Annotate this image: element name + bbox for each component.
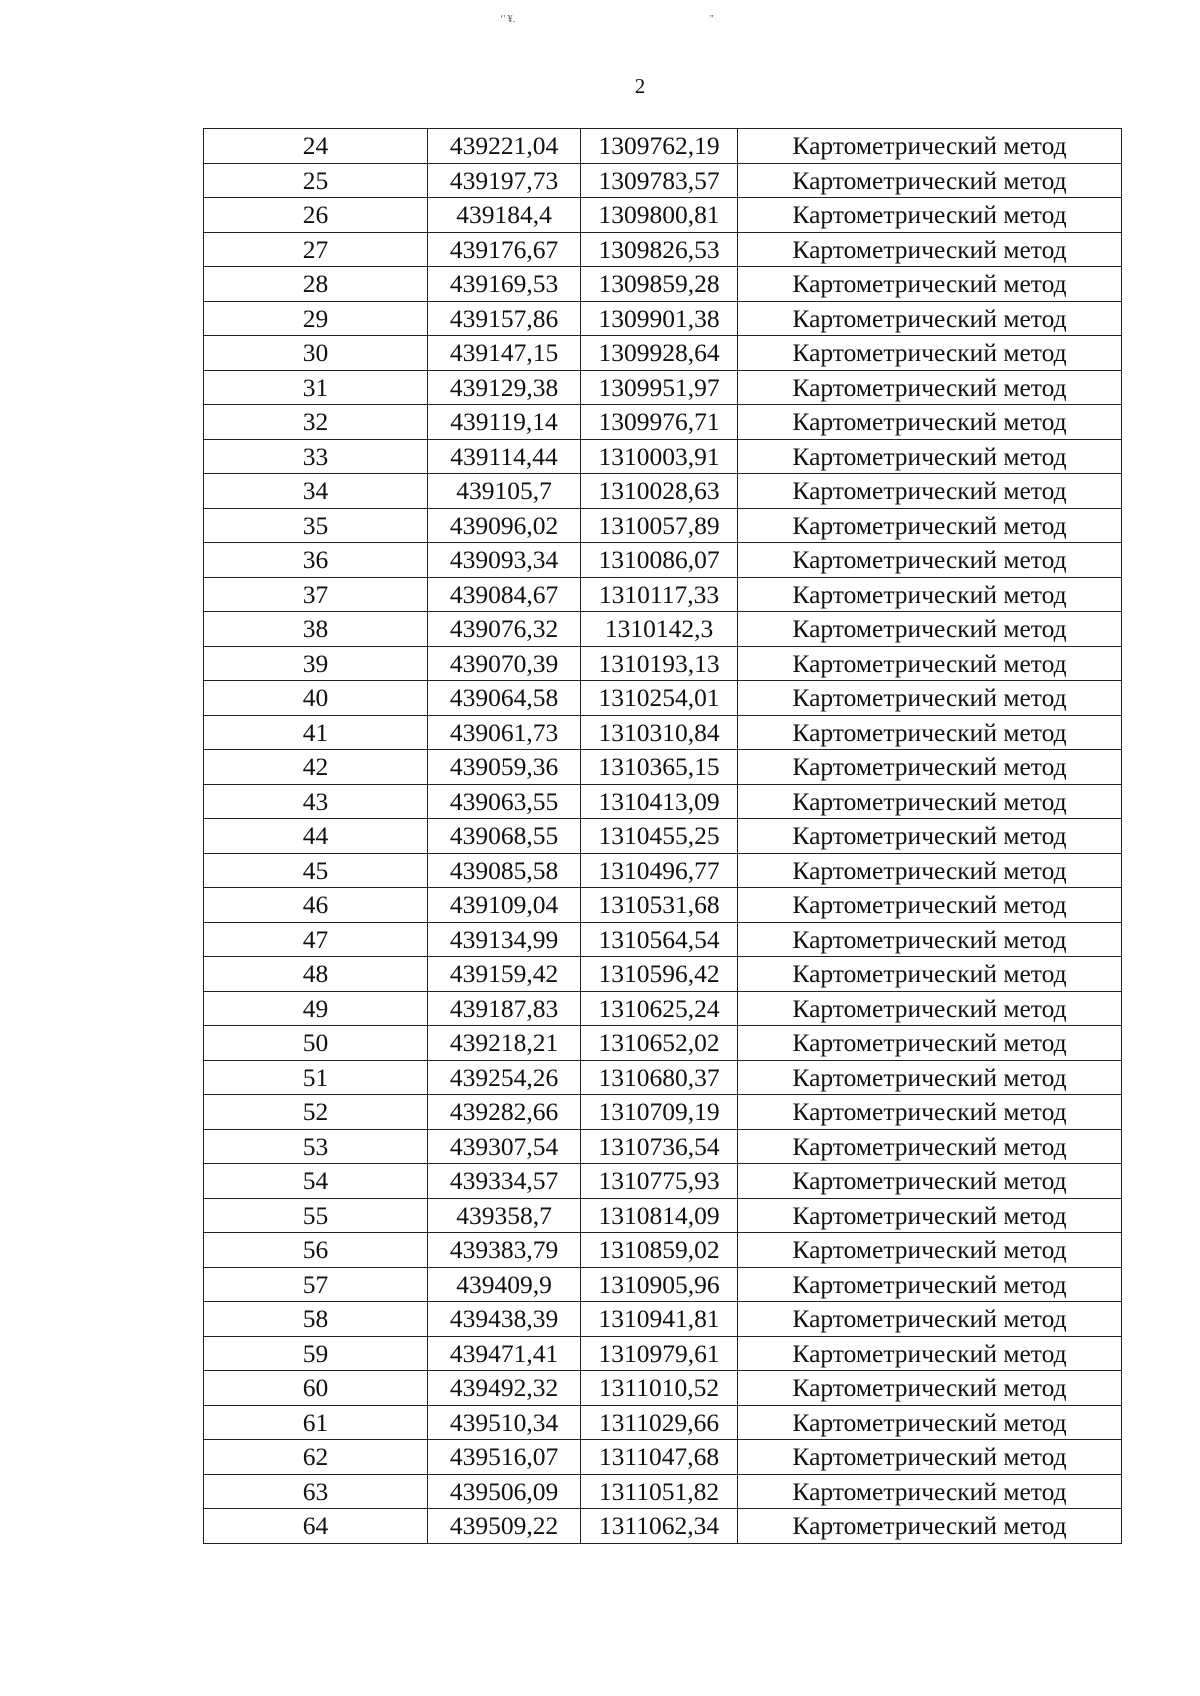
y-coordinate-cell: 1309783,57 xyxy=(581,163,738,198)
point-number-cell: 49 xyxy=(204,991,428,1026)
point-number-cell: 39 xyxy=(204,646,428,681)
method-cell: Картометрический метод xyxy=(738,1371,1122,1406)
table-row xyxy=(204,129,1122,164)
method-cell: Картометрический метод xyxy=(738,922,1122,957)
x-coordinate-cell: 439516,07 xyxy=(428,1440,581,1475)
y-coordinate-cell: 1310365,15 xyxy=(581,750,738,785)
x-coordinate-cell: 439109,04 xyxy=(428,888,581,923)
x-coordinate-cell: 439307,54 xyxy=(428,1129,581,1164)
x-coordinate-cell: 439114,44 xyxy=(428,439,581,474)
table-row xyxy=(204,784,1122,819)
point-number-cell: 30 xyxy=(204,336,428,371)
table-row xyxy=(204,1233,1122,1268)
x-coordinate-cell: 439506,09 xyxy=(428,1474,581,1509)
x-coordinate-cell: 439358,7 xyxy=(428,1198,581,1233)
method-cell: Картометрический метод xyxy=(738,1095,1122,1130)
point-number-cell: 41 xyxy=(204,715,428,750)
table-row xyxy=(204,957,1122,992)
method-cell: Картометрический метод xyxy=(738,1060,1122,1095)
y-coordinate-cell: 1310979,61 xyxy=(581,1336,738,1371)
point-number-cell: 58 xyxy=(204,1302,428,1337)
point-number-cell: 51 xyxy=(204,1060,428,1095)
table-row xyxy=(204,750,1122,785)
method-cell: Картометрический метод xyxy=(738,577,1122,612)
x-coordinate-cell: 439105,7 xyxy=(428,474,581,509)
point-number-cell: 25 xyxy=(204,163,428,198)
method-cell: Картометрический метод xyxy=(738,991,1122,1026)
method-cell: Картометрический метод xyxy=(738,784,1122,819)
table-row xyxy=(204,1474,1122,1509)
y-coordinate-cell: 1310496,77 xyxy=(581,853,738,888)
y-coordinate-cell: 1310941,81 xyxy=(581,1302,738,1337)
table-row xyxy=(204,1060,1122,1095)
table-row xyxy=(204,1267,1122,1302)
y-coordinate-cell: 1310564,54 xyxy=(581,922,738,957)
table-row xyxy=(204,1440,1122,1475)
point-number-cell: 63 xyxy=(204,1474,428,1509)
y-coordinate-cell: 1311062,34 xyxy=(581,1509,738,1544)
y-coordinate-cell: 1309800,81 xyxy=(581,198,738,233)
point-number-cell: 35 xyxy=(204,508,428,543)
method-cell: Картометрический метод xyxy=(738,1474,1122,1509)
y-coordinate-cell: 1309826,53 xyxy=(581,232,738,267)
x-coordinate-cell: 439197,73 xyxy=(428,163,581,198)
method-cell: Картометрический метод xyxy=(738,1198,1122,1233)
y-coordinate-cell: 1310596,42 xyxy=(581,957,738,992)
point-number-cell: 34 xyxy=(204,474,428,509)
x-coordinate-cell: 439134,99 xyxy=(428,922,581,957)
x-coordinate-cell: 439254,26 xyxy=(428,1060,581,1095)
method-cell: Картометрический метод xyxy=(738,508,1122,543)
method-cell: Картометрический метод xyxy=(738,1267,1122,1302)
method-cell: Картометрический метод xyxy=(738,336,1122,371)
x-coordinate-cell: 439119,14 xyxy=(428,405,581,440)
method-cell: Картометрический метод xyxy=(738,405,1122,440)
point-number-cell: 33 xyxy=(204,439,428,474)
method-cell: Картометрический метод xyxy=(738,301,1122,336)
point-number-cell: 29 xyxy=(204,301,428,336)
scan-mark-right: '' xyxy=(710,14,714,25)
table-row xyxy=(204,1164,1122,1199)
method-cell: Картометрический метод xyxy=(738,1233,1122,1268)
y-coordinate-cell: 1310142,3 xyxy=(581,612,738,647)
table-row xyxy=(204,1405,1122,1440)
y-coordinate-cell: 1310310,84 xyxy=(581,715,738,750)
y-coordinate-cell: 1309976,71 xyxy=(581,405,738,440)
y-coordinate-cell: 1311029,66 xyxy=(581,1405,738,1440)
table-row xyxy=(204,439,1122,474)
point-number-cell: 26 xyxy=(204,198,428,233)
point-number-cell: 55 xyxy=(204,1198,428,1233)
coordinates-table xyxy=(203,128,1122,1544)
point-number-cell: 24 xyxy=(204,129,428,164)
point-number-cell: 38 xyxy=(204,612,428,647)
x-coordinate-cell: 439064,58 xyxy=(428,681,581,716)
x-coordinate-cell: 439063,55 xyxy=(428,784,581,819)
x-coordinate-cell: 439510,34 xyxy=(428,1405,581,1440)
point-number-cell: 27 xyxy=(204,232,428,267)
y-coordinate-cell: 1310086,07 xyxy=(581,543,738,578)
y-coordinate-cell: 1310775,93 xyxy=(581,1164,738,1199)
method-cell: Картометрический метод xyxy=(738,819,1122,854)
method-cell: Картометрический метод xyxy=(738,232,1122,267)
table-row xyxy=(204,1129,1122,1164)
table-row xyxy=(204,1198,1122,1233)
y-coordinate-cell: 1309928,64 xyxy=(581,336,738,371)
method-cell: Картометрический метод xyxy=(738,681,1122,716)
x-coordinate-cell: 439076,32 xyxy=(428,612,581,647)
table-row xyxy=(204,715,1122,750)
y-coordinate-cell: 1309901,38 xyxy=(581,301,738,336)
y-coordinate-cell: 1311047,68 xyxy=(581,1440,738,1475)
y-coordinate-cell: 1310625,24 xyxy=(581,991,738,1026)
point-number-cell: 46 xyxy=(204,888,428,923)
x-coordinate-cell: 439157,86 xyxy=(428,301,581,336)
x-coordinate-cell: 439084,67 xyxy=(428,577,581,612)
table-row xyxy=(204,888,1122,923)
method-cell: Картометрический метод xyxy=(738,1164,1122,1199)
table-row xyxy=(204,1336,1122,1371)
y-coordinate-cell: 1310413,09 xyxy=(581,784,738,819)
method-cell: Картометрический метод xyxy=(738,129,1122,164)
method-cell: Картометрический метод xyxy=(738,163,1122,198)
x-coordinate-cell: 439409,9 xyxy=(428,1267,581,1302)
method-cell: Картометрический метод xyxy=(738,715,1122,750)
x-coordinate-cell: 439334,57 xyxy=(428,1164,581,1199)
method-cell: Картометрический метод xyxy=(738,439,1122,474)
x-coordinate-cell: 439282,66 xyxy=(428,1095,581,1130)
y-coordinate-cell: 1310859,02 xyxy=(581,1233,738,1268)
point-number-cell: 40 xyxy=(204,681,428,716)
point-number-cell: 53 xyxy=(204,1129,428,1164)
y-coordinate-cell: 1311051,82 xyxy=(581,1474,738,1509)
method-cell: Картометрический метод xyxy=(738,1336,1122,1371)
table-row xyxy=(204,232,1122,267)
x-coordinate-cell: 439159,42 xyxy=(428,957,581,992)
point-number-cell: 61 xyxy=(204,1405,428,1440)
method-cell: Картометрический метод xyxy=(738,957,1122,992)
method-cell: Картометрический метод xyxy=(738,1440,1122,1475)
y-coordinate-cell: 1309762,19 xyxy=(581,129,738,164)
y-coordinate-cell: 1310736,54 xyxy=(581,1129,738,1164)
x-coordinate-cell: 439096,02 xyxy=(428,508,581,543)
point-number-cell: 42 xyxy=(204,750,428,785)
point-number-cell: 48 xyxy=(204,957,428,992)
point-number-cell: 31 xyxy=(204,370,428,405)
table-row xyxy=(204,198,1122,233)
y-coordinate-cell: 1310117,33 xyxy=(581,577,738,612)
method-cell: Картометрический метод xyxy=(738,1302,1122,1337)
method-cell: Картометрический метод xyxy=(738,370,1122,405)
x-coordinate-cell: 439471,41 xyxy=(428,1336,581,1371)
point-number-cell: 54 xyxy=(204,1164,428,1199)
y-coordinate-cell: 1309951,97 xyxy=(581,370,738,405)
y-coordinate-cell: 1310028,63 xyxy=(581,474,738,509)
point-number-cell: 28 xyxy=(204,267,428,302)
method-cell: Картометрический метод xyxy=(738,267,1122,302)
x-coordinate-cell: 439068,55 xyxy=(428,819,581,854)
table-row xyxy=(204,163,1122,198)
table-row xyxy=(204,853,1122,888)
y-coordinate-cell: 1311010,52 xyxy=(581,1371,738,1406)
table-row xyxy=(204,543,1122,578)
x-coordinate-cell: 439129,38 xyxy=(428,370,581,405)
table-row xyxy=(204,819,1122,854)
method-cell: Картометрический метод xyxy=(738,1026,1122,1061)
table-row xyxy=(204,646,1122,681)
point-number-cell: 57 xyxy=(204,1267,428,1302)
scan-mark-left: ‘' ¥. xyxy=(500,14,516,25)
y-coordinate-cell: 1310709,19 xyxy=(581,1095,738,1130)
x-coordinate-cell: 439221,04 xyxy=(428,129,581,164)
point-number-cell: 52 xyxy=(204,1095,428,1130)
point-number-cell: 64 xyxy=(204,1509,428,1544)
table-row xyxy=(204,1509,1122,1544)
x-coordinate-cell: 439169,53 xyxy=(428,267,581,302)
x-coordinate-cell: 439184,4 xyxy=(428,198,581,233)
y-coordinate-cell: 1310455,25 xyxy=(581,819,738,854)
y-coordinate-cell: 1310652,02 xyxy=(581,1026,738,1061)
point-number-cell: 32 xyxy=(204,405,428,440)
method-cell: Картометрический метод xyxy=(738,853,1122,888)
x-coordinate-cell: 439492,32 xyxy=(428,1371,581,1406)
method-cell: Картометрический метод xyxy=(738,888,1122,923)
y-coordinate-cell: 1310003,91 xyxy=(581,439,738,474)
page-number: 2 xyxy=(634,74,646,98)
y-coordinate-cell: 1310531,68 xyxy=(581,888,738,923)
point-number-cell: 62 xyxy=(204,1440,428,1475)
table-row xyxy=(204,336,1122,371)
point-number-cell: 43 xyxy=(204,784,428,819)
x-coordinate-cell: 439059,36 xyxy=(428,750,581,785)
point-number-cell: 36 xyxy=(204,543,428,578)
method-cell: Картометрический метод xyxy=(738,474,1122,509)
table-row xyxy=(204,474,1122,509)
y-coordinate-cell: 1310905,96 xyxy=(581,1267,738,1302)
x-coordinate-cell: 439176,67 xyxy=(428,232,581,267)
method-cell: Картометрический метод xyxy=(738,612,1122,647)
y-coordinate-cell: 1310680,37 xyxy=(581,1060,738,1095)
table-row xyxy=(204,1371,1122,1406)
x-coordinate-cell: 439438,39 xyxy=(428,1302,581,1337)
table-row xyxy=(204,508,1122,543)
table-row xyxy=(204,405,1122,440)
point-number-cell: 60 xyxy=(204,1371,428,1406)
point-number-cell: 47 xyxy=(204,922,428,957)
x-coordinate-cell: 439187,83 xyxy=(428,991,581,1026)
point-number-cell: 44 xyxy=(204,819,428,854)
table-row xyxy=(204,922,1122,957)
method-cell: Картометрический метод xyxy=(738,198,1122,233)
x-coordinate-cell: 439383,79 xyxy=(428,1233,581,1268)
method-cell: Картометрический метод xyxy=(738,543,1122,578)
y-coordinate-cell: 1310057,89 xyxy=(581,508,738,543)
point-number-cell: 50 xyxy=(204,1026,428,1061)
point-number-cell: 45 xyxy=(204,853,428,888)
point-number-cell: 59 xyxy=(204,1336,428,1371)
x-coordinate-cell: 439061,73 xyxy=(428,715,581,750)
y-coordinate-cell: 1310814,09 xyxy=(581,1198,738,1233)
x-coordinate-cell: 439093,34 xyxy=(428,543,581,578)
y-coordinate-cell: 1310193,13 xyxy=(581,646,738,681)
table-row xyxy=(204,1026,1122,1061)
x-coordinate-cell: 439085,58 xyxy=(428,853,581,888)
method-cell: Картометрический метод xyxy=(738,1405,1122,1440)
table-row xyxy=(204,612,1122,647)
table-row xyxy=(204,267,1122,302)
table-row xyxy=(204,301,1122,336)
method-cell: Картометрический метод xyxy=(738,1509,1122,1544)
method-cell: Картометрический метод xyxy=(738,1129,1122,1164)
table-row xyxy=(204,1302,1122,1337)
table-row xyxy=(204,577,1122,612)
table-row xyxy=(204,1095,1122,1130)
coordinates-table-body xyxy=(204,129,1122,1544)
table-row xyxy=(204,370,1122,405)
x-coordinate-cell: 439509,22 xyxy=(428,1509,581,1544)
table-row xyxy=(204,681,1122,716)
point-number-cell: 37 xyxy=(204,577,428,612)
x-coordinate-cell: 439147,15 xyxy=(428,336,581,371)
y-coordinate-cell: 1309859,28 xyxy=(581,267,738,302)
y-coordinate-cell: 1310254,01 xyxy=(581,681,738,716)
method-cell: Картометрический метод xyxy=(738,646,1122,681)
table-row xyxy=(204,991,1122,1026)
x-coordinate-cell: 439070,39 xyxy=(428,646,581,681)
x-coordinate-cell: 439218,21 xyxy=(428,1026,581,1061)
point-number-cell: 56 xyxy=(204,1233,428,1268)
method-cell: Картометрический метод xyxy=(738,750,1122,785)
